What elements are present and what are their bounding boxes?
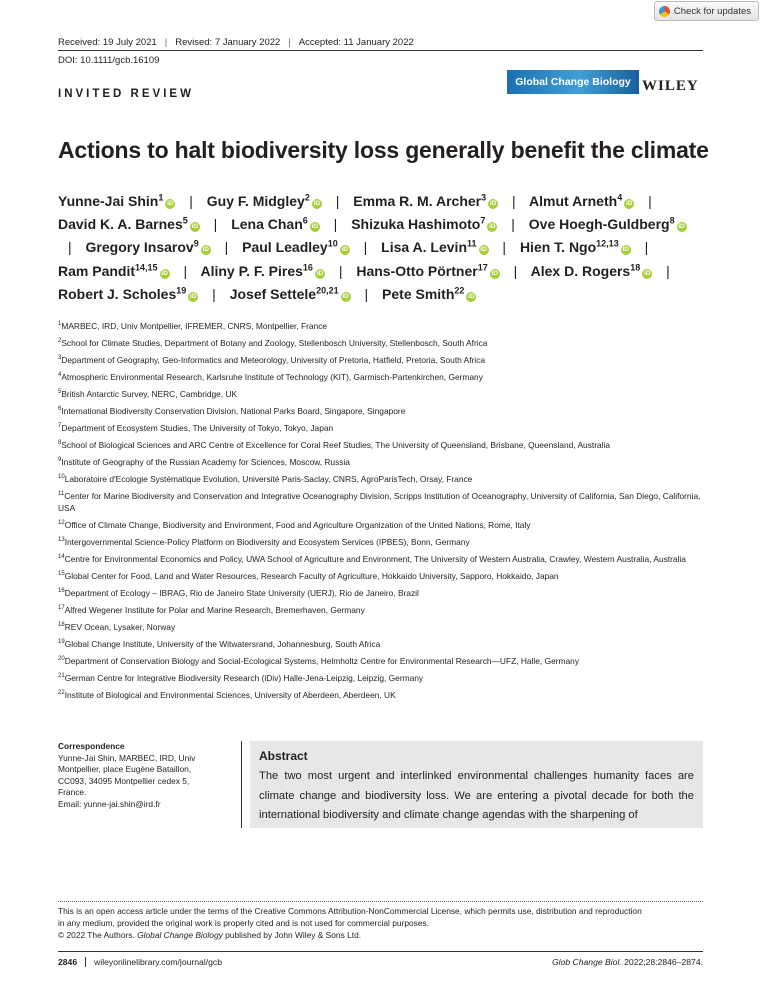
- affiliation: [58, 389, 706, 401]
- author-name[interactable]: [200, 263, 324, 279]
- orcid-icon[interactable]: iD: [489, 223, 496, 231]
- author-name-text: Josef Settele: [229, 285, 317, 302]
- author-affiliation-number: 16: [302, 261, 313, 272]
- orcid-icon[interactable]: iD: [191, 223, 199, 231]
- author-separator: |: [513, 262, 518, 279]
- affiliation: [58, 372, 706, 384]
- author-affiliation-number: 17: [477, 261, 488, 272]
- author-name[interactable]: [353, 193, 498, 209]
- author-separator: |: [183, 262, 188, 279]
- page-number: 2846: [58, 957, 78, 967]
- affiliation: [58, 491, 706, 514]
- author-separator: |: [338, 262, 343, 279]
- affiliation-text: Global Change Institute, University of the Witwatersrand, Johannesburg, South Africa: [64, 638, 381, 649]
- affiliation: [58, 474, 706, 486]
- doi[interactable]: DOI: 10.1111/gcb.16109: [58, 55, 160, 66]
- publisher-logo: WILEY: [642, 78, 699, 94]
- affiliation: [58, 673, 706, 685]
- author-affiliation-number: 10: [327, 238, 338, 249]
- affiliation: [58, 588, 706, 600]
- affiliation-text: REV Ocean, Lysaker, Norway: [64, 621, 176, 632]
- orcid-icon[interactable]: iD: [678, 223, 685, 231]
- affiliation-text: Institute of Biological and Environmental Sciences, University of Aberdeen, Aberdeen, UK: [64, 689, 396, 700]
- author-name-text: David K. A. Barnes: [58, 216, 183, 233]
- affiliation-text: Department of Conservation Biology and Social-Ecological Systems, Helmholtz Centre for Environmental Research—UFZ, Halle, Germany: [64, 655, 580, 666]
- revised-date: Revised: 7 January 2022: [175, 37, 281, 48]
- correspondence-line: Montpellier, place Eugène Bataillon,: [58, 764, 192, 774]
- author-name[interactable]: [531, 263, 653, 279]
- author-separator: |: [511, 216, 515, 233]
- copyright-journal: Global Change Biology: [137, 929, 223, 940]
- footer-rule: [58, 951, 703, 952]
- affiliation-number: 13: [58, 536, 65, 543]
- author-name-text: Yunne-Jai Shin: [58, 193, 159, 209]
- author-affiliation-number: 18: [630, 261, 641, 272]
- affiliation: [58, 639, 706, 651]
- author-name-text: Emma R. M. Archer: [353, 193, 482, 209]
- copyright-line: [58, 930, 706, 942]
- affiliation-number: 5: [58, 389, 62, 396]
- abstract-divider: [241, 741, 242, 828]
- author-name-text: Ram Pandit: [58, 262, 136, 279]
- author-affiliation-number: 14,15: [135, 261, 158, 272]
- license-line-1: This is an open access article under the terms of the Creative Commons Attribution-NonCommercial License, which permits use, distribution and reproduction: [58, 906, 642, 916]
- orcid-icon[interactable]: iD: [202, 246, 209, 254]
- author-name-text: Pete Smith: [382, 285, 455, 302]
- orcid-icon[interactable]: iD: [341, 246, 348, 254]
- orcid-icon[interactable]: iD: [480, 246, 487, 254]
- affiliation-list: [58, 321, 706, 707]
- affiliation-number: 20: [58, 655, 65, 662]
- affiliation: [58, 622, 706, 634]
- orcid-icon[interactable]: iD: [342, 292, 349, 300]
- author-affiliation-number: 3: [481, 192, 487, 203]
- author-affiliation-number: 1: [158, 192, 164, 203]
- author-separator: |: [224, 239, 229, 256]
- affiliation: [58, 406, 706, 418]
- author-name-text: Robert J. Scholes: [58, 285, 177, 302]
- orcid-icon[interactable]: iD: [643, 269, 651, 277]
- affiliation: [58, 656, 706, 668]
- author-name[interactable]: [351, 216, 497, 232]
- affiliation: [58, 690, 706, 702]
- orcid-icon[interactable]: iD: [313, 200, 321, 207]
- orcid-icon[interactable]: iD: [311, 223, 319, 231]
- affiliation: [58, 457, 706, 469]
- affiliation: [58, 537, 706, 549]
- author-name-text: Hans-Otto Pörtner: [356, 262, 478, 279]
- orcid-icon[interactable]: iD: [468, 292, 475, 300]
- affiliation-text: German Centre for Integrative Biodiversity Research (iDiv) Halle-Jena-Leipzig, Leipzig, Germany: [64, 672, 424, 683]
- affiliation: [58, 571, 706, 583]
- affiliation-number: 22: [58, 689, 65, 696]
- affiliation-text: Center for Marine Biodiversity and Conservation and Integrative Oceanography Division, Scripps Institution of Oceanography, University of California, San Diego, California, USA: [58, 491, 701, 513]
- license-line-2: in any medium, provided the original work is properly cited and is not used for commercial purposes.: [58, 917, 430, 928]
- license-note: [58, 906, 706, 941]
- citation: [552, 957, 703, 967]
- author-affiliation-number: 5: [182, 215, 188, 226]
- affiliation-number: 7: [58, 423, 62, 430]
- author-name[interactable]: [58, 216, 200, 232]
- author-affiliation-number: 8: [669, 215, 675, 226]
- correspondence: [58, 741, 233, 810]
- affiliation-number: 14: [58, 553, 65, 560]
- author-affiliation-number: 7: [480, 215, 486, 226]
- check-for-updates-button[interactable]: [654, 1, 759, 21]
- author-separator: |: [363, 239, 368, 256]
- header-rule: [58, 50, 703, 51]
- page-footer: [58, 957, 703, 967]
- author-name[interactable]: [231, 216, 320, 232]
- author-separator: |: [333, 216, 338, 233]
- journal-abbreviation: Glob Change Biol.: [552, 957, 622, 967]
- affiliation-number: 15: [58, 570, 65, 577]
- license-rule: [58, 901, 703, 902]
- author-name-text: Alex D. Rogers: [530, 262, 631, 279]
- orcid-icon[interactable]: iD: [167, 200, 174, 207]
- author-list: [58, 190, 708, 306]
- affiliation-text: Department of Ecosystem Studies, The University of Tokyo, Tokyo, Japan: [61, 423, 334, 433]
- correspondence-line: Yunne-Jai Shin, MARBEC, IRD, Univ: [58, 752, 196, 763]
- affiliation: [58, 338, 706, 350]
- affiliation: [58, 520, 706, 532]
- check-for-updates-label: Check for updates: [673, 5, 751, 17]
- affiliation-text: Intergovernmental Science-Policy Platform on Biodiversity and Ecosystem Services (IPBES), Bonn, Germany: [64, 536, 470, 547]
- author-name-text: Almut Arneth: [529, 193, 618, 209]
- author-name[interactable]: [529, 216, 687, 232]
- author-name-text: Aliny P. F. Pires: [200, 262, 303, 279]
- affiliation-number: 10: [58, 474, 65, 481]
- abstract-heading: Abstract: [259, 749, 308, 763]
- author-affiliation-number: 2: [304, 192, 310, 203]
- affiliation-text: Laboratoire d'Ecologie Systématique Evolution, Université Paris-Saclay, CNRS, AgroParisTech, Orsay, France: [64, 474, 473, 484]
- orcid-icon[interactable]: iD: [489, 200, 497, 207]
- orcid-icon[interactable]: iD: [625, 200, 633, 207]
- affiliation-text: Global Center for Food, Land and Water Resources, Research Faculty of Agriculture, Hokkaido University, Sapporo, Hokkaido, Japan: [64, 570, 559, 581]
- affiliation-number: 11: [58, 491, 65, 498]
- author-name[interactable]: [86, 239, 211, 255]
- copyright-prefix: © 2022 The Authors.: [58, 929, 135, 940]
- author-name-text: Lisa A. Levin: [381, 239, 467, 256]
- affiliation-number: 4: [58, 372, 62, 379]
- author-name[interactable]: [381, 239, 488, 255]
- affiliation: [58, 605, 706, 617]
- citation-details: 2022;28:2846–2874.: [624, 957, 703, 967]
- author-name[interactable]: [242, 239, 350, 255]
- author-affiliation-number: 20,21: [316, 285, 339, 296]
- affiliation-number: 3: [58, 355, 62, 362]
- author-separator: |: [648, 193, 652, 209]
- author-name-text: Gregory Insarov: [85, 239, 194, 256]
- author-name[interactable]: [58, 193, 175, 209]
- orcid-icon[interactable]: iD: [622, 246, 629, 254]
- author-name[interactable]: [58, 263, 170, 279]
- affiliation-number: 18: [58, 621, 65, 628]
- affiliation-text: Institute of Geography of the Russian Academy for Sciences, Moscow, Russia: [61, 457, 350, 467]
- author-name[interactable]: [382, 286, 476, 302]
- correspondence-email[interactable]: Email: yunne-jai.shin@ird.fr: [58, 798, 161, 809]
- affiliation: [58, 321, 706, 333]
- author-separator: |: [502, 239, 507, 256]
- affiliation-number: 16: [58, 587, 65, 594]
- affiliation-text: School of Biological Sciences and ARC Centre of Excellence for Coral Reef Studies, The University of Queensland, Brisbane, Queensland, Australia: [61, 440, 611, 450]
- author-name-text: Lena Chan: [231, 216, 303, 233]
- affiliation-text: Office of Climate Change, Biodiversity and Environment, Food and Agriculture Organization of the United Nations, Rome, Italy: [64, 519, 531, 530]
- author-affiliation-number: 11: [467, 238, 477, 249]
- author-affiliation-number: 12,13: [596, 238, 619, 249]
- affiliation: [58, 355, 706, 367]
- affiliation-number: 6: [58, 406, 62, 413]
- journal-logo[interactable]: Global Change Biology: [507, 70, 639, 94]
- affiliation-number: 21: [58, 672, 65, 679]
- affiliation-number: 9: [58, 457, 62, 464]
- author-separator: |: [644, 239, 649, 256]
- author-affiliation-number: 19: [176, 285, 187, 296]
- author-name[interactable]: [58, 286, 198, 302]
- correspondence-heading: Correspondence: [58, 741, 125, 751]
- received-date: Received: 19 July 2021: [58, 37, 157, 48]
- orcid-icon[interactable]: iD: [161, 269, 168, 277]
- affiliation-number: 1: [58, 321, 62, 328]
- author-affiliation-number: 4: [617, 192, 623, 203]
- author-separator: |: [212, 285, 216, 302]
- accepted-date: Accepted: 11 January 2022: [298, 37, 414, 48]
- affiliation-text: Department of Geography, Geo-Informatics and Meteorology, University of Pretoria, Hatfield, Pretoria, South Africa: [61, 355, 486, 365]
- article-dates: Received: 19 July 2021 | Revised: 7 January 2022 | Accepted: 11 January 2022: [58, 37, 414, 48]
- journal-url[interactable]: wileyonlinelibrary.com/journal/gcb: [94, 957, 222, 967]
- correspondence-line: CC093, 34095 Montpellier cedex 5,: [58, 775, 190, 786]
- author-separator: |: [335, 193, 340, 209]
- correspondence-line: France.: [58, 787, 87, 797]
- affiliation: [58, 423, 706, 435]
- author-name[interactable]: [356, 263, 499, 279]
- orcid-icon[interactable]: iD: [316, 269, 324, 277]
- crossmark-icon: [659, 6, 670, 17]
- affiliation-number: 12: [58, 519, 65, 526]
- affiliation-number: 19: [58, 638, 65, 645]
- author-separator: |: [512, 193, 516, 209]
- abstract-text: The two most urgent and interlinked environmental challenges humanity faces are climate change and biodiversity loss. We are entering a pivotal decade for both the international biodiversity and climate change agendas with the sharpening of: [259, 770, 694, 822]
- author-affiliation-number: 9: [193, 238, 199, 249]
- author-name-text: Shizuka Hashimoto: [351, 216, 481, 233]
- affiliation: [58, 554, 706, 566]
- author-separator: |: [213, 216, 218, 233]
- author-affiliation-number: 6: [302, 215, 308, 226]
- article-type: INVITED REVIEW: [58, 88, 194, 100]
- affiliation-text: Centre for Environmental Economics and Policy, UWA School of Agriculture and Environment, The University of Western Australia, Crawley, Western Australia, Australia: [64, 553, 686, 564]
- author-name-text: Hien T. Ngo: [519, 239, 597, 256]
- author-separator: |: [189, 193, 193, 209]
- affiliation-text: International Biodiversity Conservation Division, National Parks Board, Singapore, Singapore: [61, 406, 406, 416]
- affiliation-number: 2: [58, 338, 62, 345]
- affiliation-text: British Antarctic Survey, NERC, Cambridge, UK: [61, 389, 238, 399]
- affiliation-text: Atmospheric Environmental Research, Karlsruhe Institute of Technology (KIT), Garmisch-Partenkirchen, Germany: [61, 372, 483, 382]
- affiliation-text: School for Climate Studies, Department of Botany and Zoology, Stellenbosch University, Stellenbosch, South Africa: [61, 338, 488, 348]
- author-separator: |: [364, 285, 369, 302]
- author-name-text: Paul Leadley: [242, 239, 328, 256]
- author-name[interactable]: [207, 193, 322, 209]
- affiliation-text: Alfred Wegener Institute for Polar and Marine Research, Bremerhaven, Germany: [64, 604, 365, 615]
- author-separator: |: [666, 262, 670, 279]
- orcid-icon[interactable]: iD: [491, 269, 498, 277]
- affiliation-text: MARBEC, IRD, Univ Montpellier, IFREMER, CNRS, Montpellier, France: [61, 321, 328, 331]
- affiliation-text: Department of Ecology – IBRAG, Rio de Janeiro State University (UERJ), Rio de Janeiro, Brazil: [64, 587, 419, 598]
- article-title: Actions to halt biodiversity loss generally benefit the climate: [58, 137, 709, 163]
- author-separator: |: [68, 239, 72, 256]
- affiliation-number: 17: [58, 604, 65, 611]
- affiliation: [58, 440, 706, 452]
- copyright-suffix: published by John Wiley & Sons Ltd.: [225, 929, 362, 940]
- affiliation-number: 8: [58, 440, 62, 447]
- author-name[interactable]: [230, 286, 351, 302]
- author-affiliation-number: 22: [454, 285, 465, 296]
- author-name[interactable]: [529, 193, 634, 209]
- author-name-text: Guy F. Midgley: [206, 193, 305, 209]
- author-name-text: Ove Hoegh-Guldberg: [528, 216, 670, 233]
- author-name[interactable]: [520, 239, 631, 255]
- orcid-icon[interactable]: iD: [190, 292, 197, 300]
